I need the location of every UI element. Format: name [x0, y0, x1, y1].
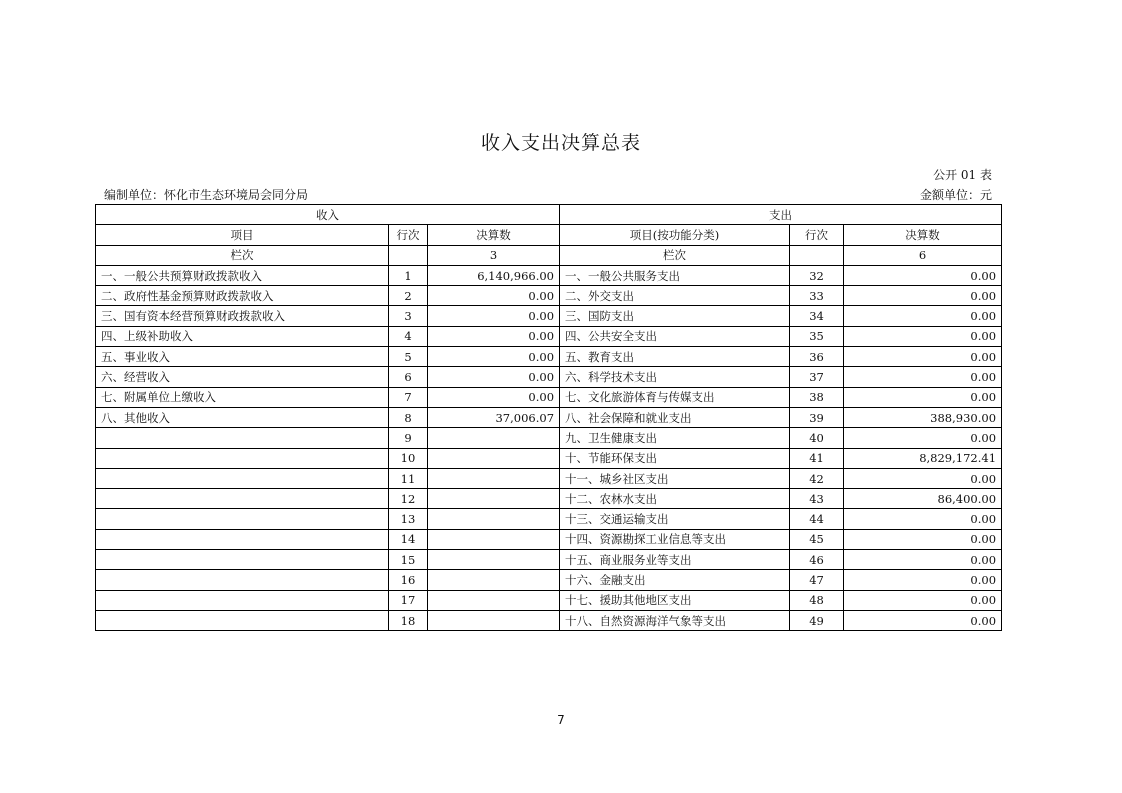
table-row: [96, 570, 1002, 590]
income-row-number: 10: [389, 448, 428, 468]
table-row: [96, 550, 1002, 570]
income-amount-cell: [428, 468, 560, 488]
expense-amount-cell: 0.00: [844, 468, 1002, 488]
expense-amount-cell: 0.00: [844, 590, 1002, 610]
table-column-header: [96, 225, 1002, 245]
income-item-cell: [96, 509, 389, 529]
expense-row-number: 47: [790, 570, 844, 590]
income-item-cell: 五、事业收入: [96, 347, 389, 367]
income-item-cell: [96, 448, 389, 468]
expense-row-number: 44: [790, 509, 844, 529]
expense-amount-cell: 0.00: [844, 306, 1002, 326]
expense-amount-cell: 0.00: [844, 265, 1002, 285]
table-row: [96, 265, 1002, 285]
expense-item-cell: 四、公共安全支出: [560, 326, 790, 346]
income-amount-cell: 0.00: [428, 306, 560, 326]
expense-item-cell: 十五、商业服务业等支出: [560, 550, 790, 570]
expense-row-number: 36: [790, 347, 844, 367]
income-row-number: 8: [389, 407, 428, 427]
income-item-cell: [96, 529, 389, 549]
column-index-d: 6: [844, 245, 1002, 265]
expense-item-cell: 二、外交支出: [560, 286, 790, 306]
income-row-number: 3: [389, 306, 428, 326]
income-item-cell: 一、一般公共预算财政拨款收入: [96, 265, 389, 285]
expense-item-cell: 九、卫生健康支出: [560, 428, 790, 448]
expense-amount-header: 决算数: [844, 225, 1002, 245]
income-amount-header: 决算数: [428, 225, 560, 245]
income-row-number: 6: [389, 367, 428, 387]
expense-row-number: 48: [790, 590, 844, 610]
column-index-a: [389, 245, 428, 265]
income-rowno-header: 行次: [389, 225, 428, 245]
income-amount-cell: 0.00: [428, 387, 560, 407]
expense-item-cell: 十三、交通运输支出: [560, 509, 790, 529]
income-item-cell: [96, 428, 389, 448]
expense-item-cell: 八、社会保障和就业支出: [560, 407, 790, 427]
table-row: [96, 448, 1002, 468]
reporting-unit: 编制单位：怀化市生态环境局会同分局: [104, 188, 309, 202]
expense-item-cell: 十六、金融支出: [560, 570, 790, 590]
expense-header: 支出: [560, 205, 1002, 225]
column-index-c: [790, 245, 844, 265]
income-item-cell: [96, 468, 389, 488]
table-row: [96, 610, 1002, 630]
expense-row-number: 39: [790, 407, 844, 427]
expense-row-number: 45: [790, 529, 844, 549]
table-row: [96, 509, 1002, 529]
table-group-header: [96, 205, 1002, 225]
expense-item-cell: 十八、自然资源海洋气象等支出: [560, 610, 790, 630]
expense-amount-cell: 8,829,172.41: [844, 448, 1002, 468]
income-item-cell: 二、政府性基金预算财政拨款收入: [96, 286, 389, 306]
income-item-cell: [96, 610, 389, 630]
table-row: [96, 489, 1002, 509]
expense-row-number: 49: [790, 610, 844, 630]
expense-amount-cell: 0.00: [844, 367, 1002, 387]
table-row: [96, 286, 1002, 306]
income-item-cell: 六、经营收入: [96, 367, 389, 387]
expense-amount-cell: 0.00: [844, 570, 1002, 590]
expense-amount-cell: 0.00: [844, 347, 1002, 367]
income-amount-cell: 0.00: [428, 347, 560, 367]
income-amount-cell: [428, 489, 560, 509]
expense-row-number: 32: [790, 265, 844, 285]
income-item-cell: [96, 489, 389, 509]
expense-row-number: 33: [790, 286, 844, 306]
income-item-cell: 三、国有资本经营预算财政拨款收入: [96, 306, 389, 326]
table-row: [96, 387, 1002, 407]
expense-row-number: 46: [790, 550, 844, 570]
income-item-cell: 四、上级补助收入: [96, 326, 389, 346]
income-item-header: 项目: [96, 225, 389, 245]
expense-item-cell: 五、教育支出: [560, 347, 790, 367]
table-row: [96, 590, 1002, 610]
income-item-cell: [96, 550, 389, 570]
page-title: 收入支出决算总表: [480, 132, 641, 154]
table-row: [96, 306, 1002, 326]
expense-item-cell: 十二、农林水支出: [560, 489, 790, 509]
income-amount-cell: 37,006.07: [428, 407, 560, 427]
column-index-row: [96, 245, 1002, 265]
expense-item-cell: 六、科学技术支出: [560, 367, 790, 387]
income-amount-cell: 0.00: [428, 326, 560, 346]
income-row-number: 16: [389, 570, 428, 590]
income-row-number: 13: [389, 509, 428, 529]
expense-item-cell: 十四、资源勘探工业信息等支出: [560, 529, 790, 549]
expense-row-number: 37: [790, 367, 844, 387]
expense-amount-cell: 388,930.00: [844, 407, 1002, 427]
income-amount-cell: [428, 428, 560, 448]
income-row-number: 14: [389, 529, 428, 549]
expense-item-cell: 十七、援助其他地区支出: [560, 590, 790, 610]
income-row-number: 2: [389, 286, 428, 306]
income-amount-cell: 0.00: [428, 367, 560, 387]
table-row: [96, 468, 1002, 488]
expense-row-number: 35: [790, 326, 844, 346]
expense-row-number: 38: [790, 387, 844, 407]
income-header: 收入: [96, 205, 560, 225]
table-row: [96, 367, 1002, 387]
page-number: 7: [557, 713, 565, 727]
expense-item-cell: 十一、城乡社区支出: [560, 468, 790, 488]
table-row: [96, 407, 1002, 427]
expense-amount-cell: 0.00: [844, 286, 1002, 306]
expense-amount-cell: 0.00: [844, 387, 1002, 407]
income-amount-cell: 0.00: [428, 286, 560, 306]
expense-rowno-header: 行次: [790, 225, 844, 245]
table-row: [96, 529, 1002, 549]
income-row-number: 9: [389, 428, 428, 448]
expense-row-number: 40: [790, 428, 844, 448]
expense-item-cell: 十、节能环保支出: [560, 448, 790, 468]
income-item-cell: [96, 590, 389, 610]
column-index-label-2: 栏次: [560, 245, 790, 265]
income-row-number: 17: [389, 590, 428, 610]
table-row: [96, 326, 1002, 346]
income-row-number: 12: [389, 489, 428, 509]
expense-row-number: 43: [790, 489, 844, 509]
income-row-number: 5: [389, 347, 428, 367]
income-item-cell: 七、附属单位上缴收入: [96, 387, 389, 407]
expense-amount-cell: 0.00: [844, 529, 1002, 549]
expense-amount-cell: 86,400.00: [844, 489, 1002, 509]
currency-unit: 金额单位：元: [919, 188, 992, 202]
expense-row-number: 42: [790, 468, 844, 488]
table-row: [96, 428, 1002, 448]
expense-item-cell: 一、一般公共服务支出: [560, 265, 790, 285]
income-item-cell: [96, 570, 389, 590]
column-index-label: 栏次: [96, 245, 389, 265]
income-row-number: 15: [389, 550, 428, 570]
income-amount-cell: [428, 529, 560, 549]
column-index-b: 3: [428, 245, 560, 265]
table-row: [96, 347, 1002, 367]
income-amount-cell: 6,140,966.00: [428, 265, 560, 285]
expense-item-header: 项目(按功能分类): [560, 225, 790, 245]
income-amount-cell: [428, 509, 560, 529]
income-row-number: 11: [389, 468, 428, 488]
income-row-number: 4: [389, 326, 428, 346]
income-amount-cell: [428, 610, 560, 630]
income-row-number: 18: [389, 610, 428, 630]
income-amount-cell: [428, 570, 560, 590]
income-row-number: 7: [389, 387, 428, 407]
expense-amount-cell: 0.00: [844, 428, 1002, 448]
expense-item-cell: 三、国防支出: [560, 306, 790, 326]
income-amount-cell: [428, 550, 560, 570]
expense-amount-cell: 0.00: [844, 326, 1002, 346]
form-number: 公开 01 表: [933, 168, 992, 182]
expense-row-number: 34: [790, 306, 844, 326]
income-amount-cell: [428, 590, 560, 610]
income-item-cell: 八、其他收入: [96, 407, 389, 427]
expense-amount-cell: 0.00: [844, 610, 1002, 630]
expense-item-cell: 七、文化旅游体育与传媒支出: [560, 387, 790, 407]
expense-row-number: 41: [790, 448, 844, 468]
income-expense-table: [95, 204, 1002, 631]
income-amount-cell: [428, 448, 560, 468]
income-row-number: 1: [389, 265, 428, 285]
expense-amount-cell: 0.00: [844, 550, 1002, 570]
expense-amount-cell: 0.00: [844, 509, 1002, 529]
